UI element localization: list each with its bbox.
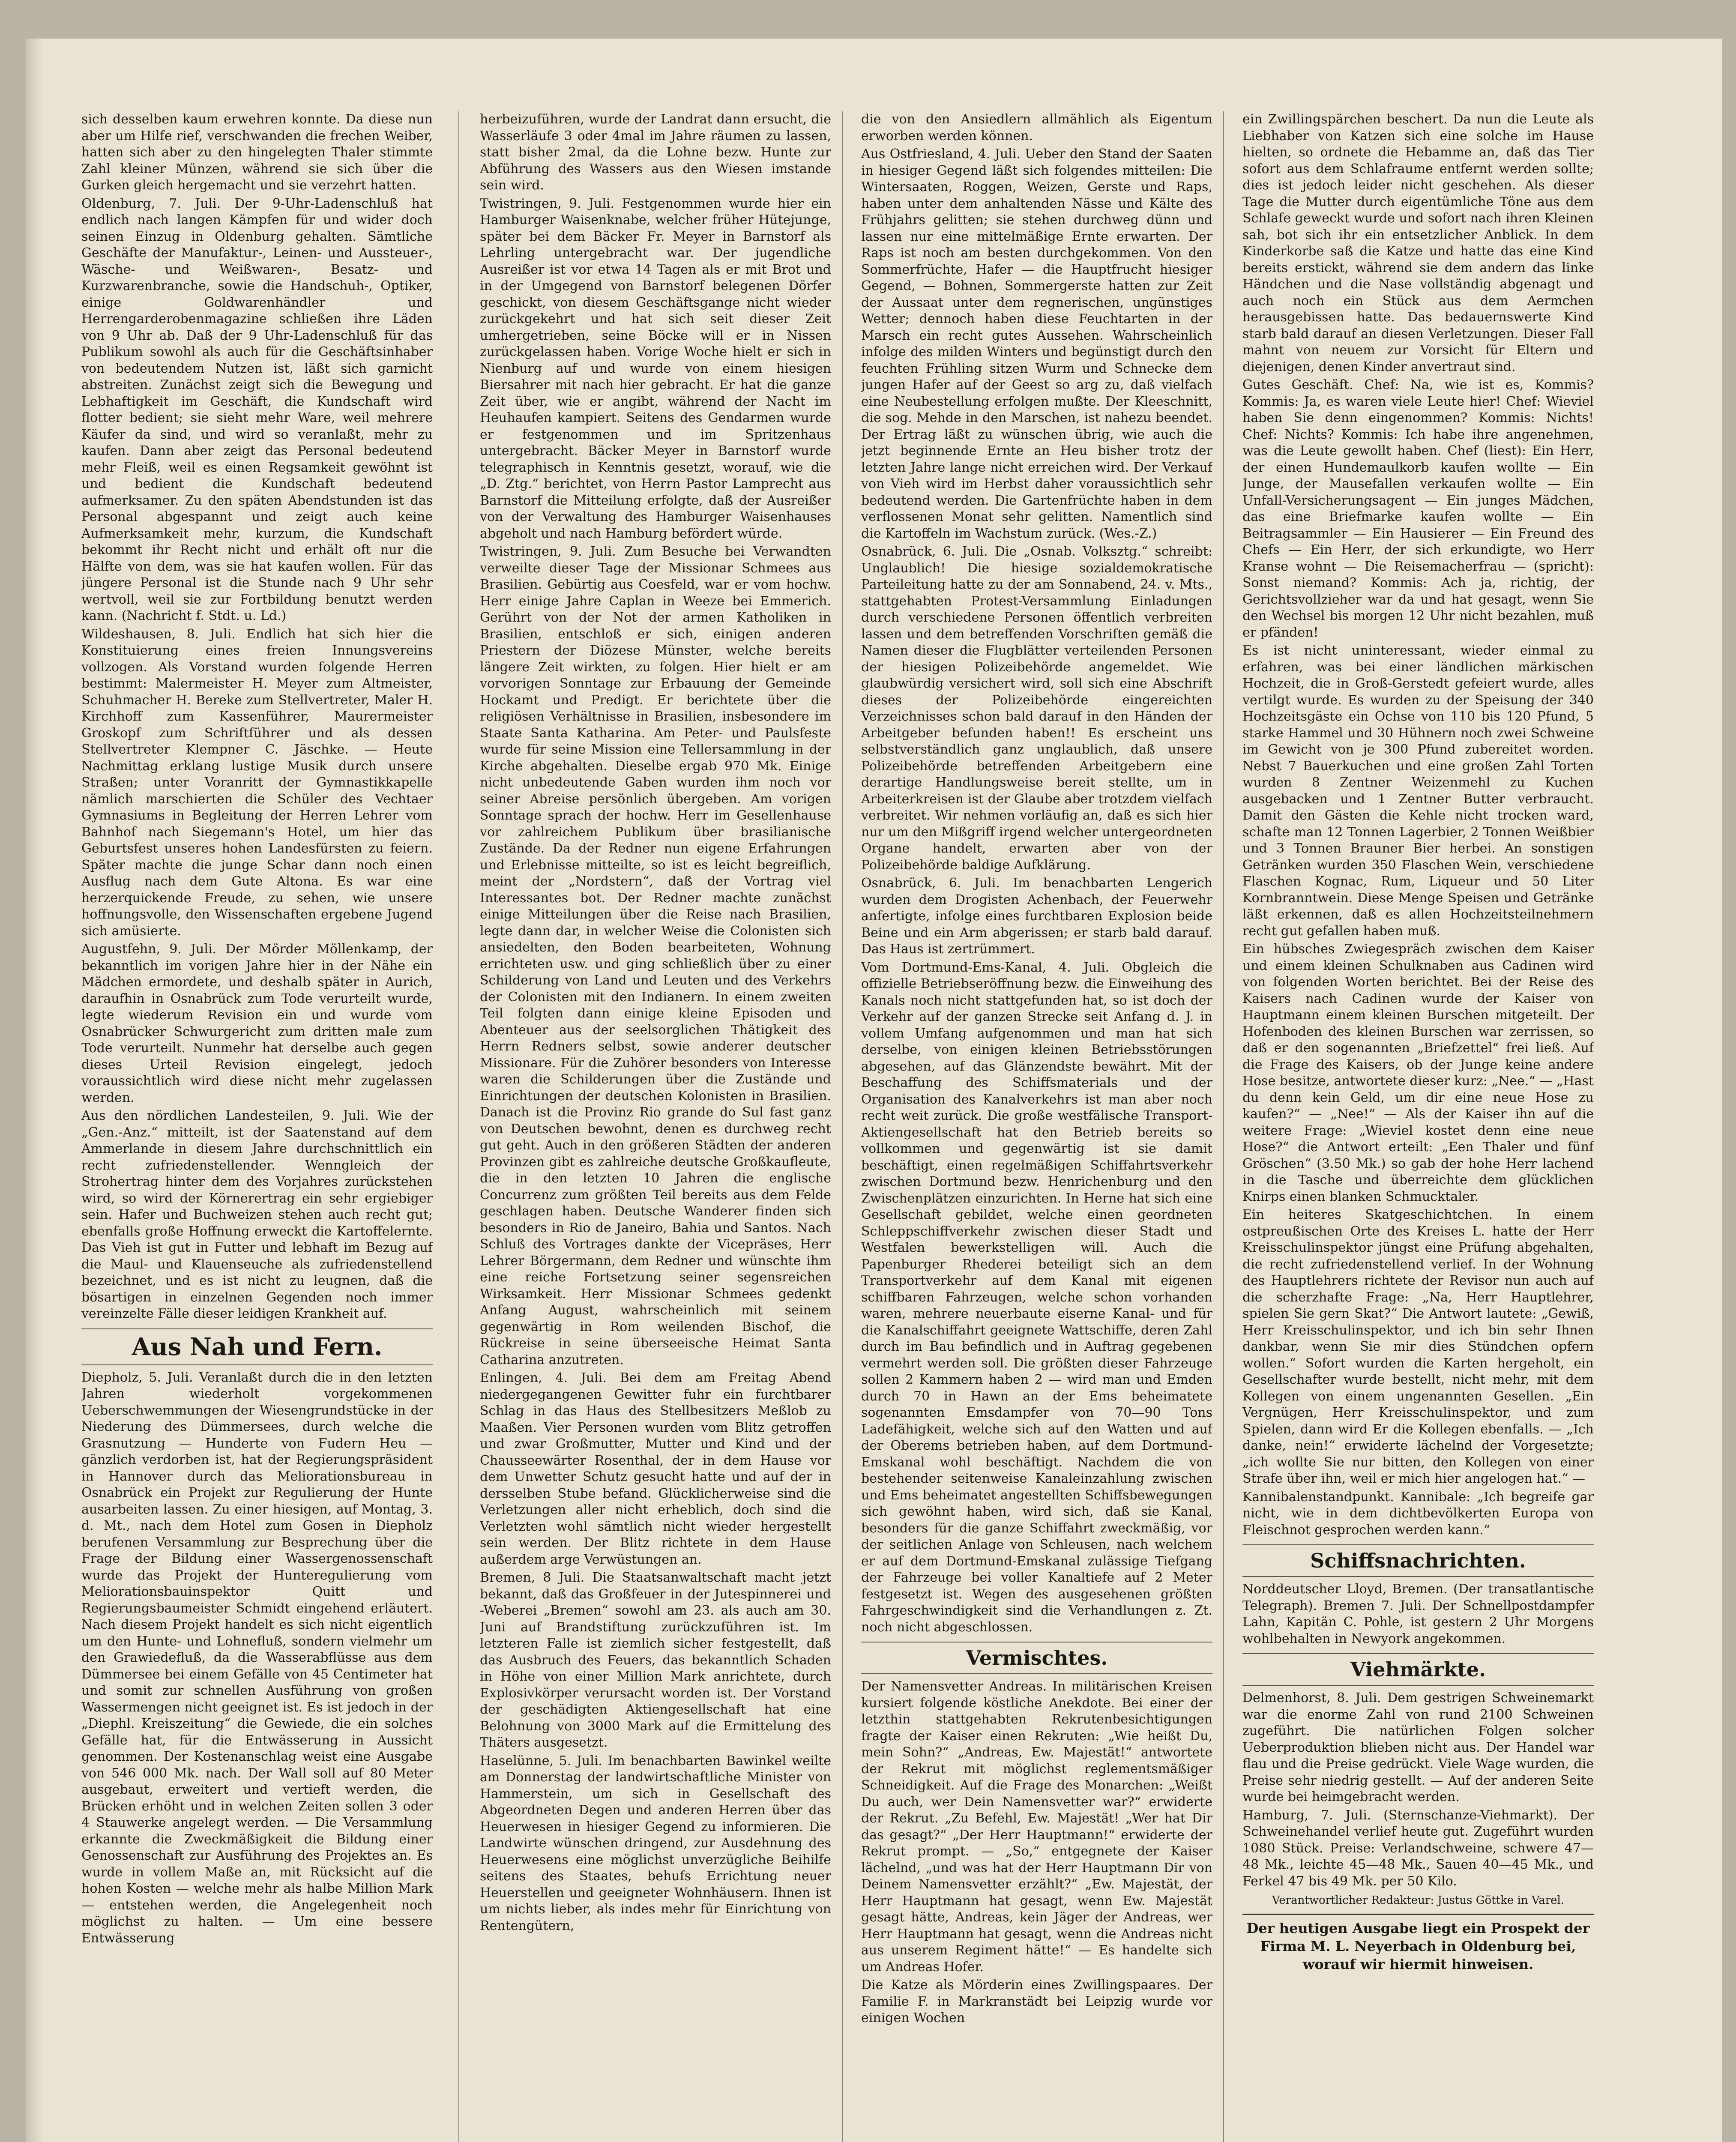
- article-katze: Die Katze als Mörderin eines Zwillingspaares. Der Familie F. in Markranstädt bei Leipzig wurde vor einigen Wochen: [861, 1977, 1212, 2025]
- article-oldenburg: Oldenburg, 7. Juli. Der 9-Uhr-Ladenschluß hat endlich nach langen Kämpfen für und wider doch seinen Einzug in Oldenburg gehalten. Sämtliche Geschäfte der Manufaktur-, Leinen- und Aussteuer-, Wäsche- und Weißwaren-, Besatz- und Kurzwarenbranche, sowie die Handschuh-, Optiker, einige Goldwarenhändler und Herrengarderobenmagazine schließen ihre Läden von 9 Uhr ab. Daß der 9 Uhr-Ladenschluß für das Publikum sowohl als auch für die Geschäftsinhaber von bedeutendem Nutzen ist, läßt sich garnicht abstreiten. Zunächst zeigt sich die Bewegung und Lebhaftigkeit im Geschäft, die Kundschaft wird flotter bedient; sie sieht mehr Ware, weil mehrere Käufer da sind, und wird so veranlaßt, mehr zu kaufen. Dann aber zeigt das Personal bedeutend mehr Fleiß, weil es einen Regsamkeit gewöhnt ist und bedient die Kundschaft bedeutend aufmerksamer. Zu den späten Abendstunden ist das Personal abgespannt und zeigt auch keine Aufmerksamkeit mehr, kurzum, die Kundschaft bekommt ihr Recht nicht und erhält oft nur die Hälfte von dem, was sie hat kaufen wollen. Für das jüngere Personal ist die Stunde nach 9 Uhr sehr wertvoll, weil sie zur Fortbildung benutzt werden kann. (Nachricht f. Stdt. u. Ld.): [81, 196, 433, 623]
- section-heading-vermischtes: Vermischtes.: [861, 1642, 1212, 1674]
- section-heading-schiffsnachrichten: Schiffsnachrichten.: [1242, 1544, 1594, 1577]
- column-4: [1242, 111, 1594, 2142]
- article-hochzeit: Es ist nicht uninteressant, wieder einmal zu erfahren, was bei einer ländlichen märkischen Hochzeit, die in Groß-Gerstedt gefeiert wurde, alles vertilgt wurde. Es wurden zu der Speisung der 340 Hochzeitsgäste ein Ochse von 110 bis 120 Pfund, 5 starke Hammel und 30 Hühnern noch zwei Schweine im Gewicht von je 300 Pfund zubereitet worden. Nebst 7 Bauerkuchen und eine großen Zahl Torten wurden 8 Zentner Weizenmehl zu Kuchen ausgebacken und 1 Zentner Butter verbraucht. Damit den Gästen die Kehle nicht trocken ward, schafte man 12 Tonnen Lagerbier, 2 Tonnen Weißbier und 3 Tonnen Brauner Bier herbei. An sonstigen Getränken wurden 350 Flaschen Wein, verschiedene Flaschen Kognac, Rum, Liqueur und 50 Liter Kornbranntwein. Diese Menge Speisen und Getränke läßt erkennen, daß es allen Hochzeitsteilnehmern recht gut gefallen haben muß.: [1242, 643, 1594, 939]
- article-paragraph: sich desselben kaum erwehren konnte. Da diese nun aber um Hilfe rief, verschwanden die frechen Weiber, hatten sich aber zu den hingelegten Thaler stimmte Zahl kleiner Münzen, während sie sich über die Gurken gleich hergemacht und sie verzehrt hatten.: [81, 112, 433, 193]
- article-twistringen-2: Twistringen, 9. Juli. Zum Besuche bei Verwandten verweilte dieser Tage der Missionar Schmees aus Brasilien. Gebürtig aus Coesfeld, war er vom hochw. Herr einige Jahre Caplan in Weeze bei Emmerich. Gerührt von der Not der armen Katholiken in Brasilien, entschloß er sich, einigen anderen Priestern der Diözese Münster, welche bereits längere Zeit wirkten, zu folgen. Hier hielt er am vorvorigen Sonntage zur Erbauung der Gemeinde Hockamt und Predigt. Er berichtete über die religiösen Verhältnisse in Brasilien, insbesondere im Staate Santa Katharina. Am Peter- und Paulsfeste wurde für seine Mission eine Tellersammlung in der Kirche abgehalten. Dieselbe ergab 970 Mk. Einige nicht unbedeutende Gaben wurden ihm noch vor seiner Abreise persönlich übergeben. Am vorigen Sonntage sprach der hochw. Herr im Gesellenhause vor zahlreichem Publikum über brasilianische Zustände. Da der Redner nun eigene Erfahrungen und Erlebnisse mitteilte, so ist es leicht begreiflich, meint der „Nordstern“, daß der Vortrag viel Interessantes bot. Der Redner machte zunächst einige Mitteilungen über die Reise nach Brasilien, legte dann dar, in welcher Weise die Colonisten sich ansiedelten, den Boden bearbeiteten, Wohnung errichteten usw. und ging schließlich über zu einer Schilderung von Land und Leuten und des Verkehrs der Colonisten mit den Indianern. In einem zweiten Teil folgten dann einige kleine Episoden und Abenteuer aus der seelsorglichen Thätigkeit des Herrn Redners selbst, sowie anderer deutscher Missionare. Für die Zuhörer besonders von Interesse waren die Schilderungen über die Zustände und Einrichtungen der deutschen Kolonisten in Brasilien. Danach ist die Provinz Rio grande do Sul fast ganz von Deutschen bewohnt, denen es durchweg recht gut geht. Auch in den größeren Städten der anderen Provinzen gibt es zahlreiche deutsche Großkaufleute, die in den letzten 10 Jahren die englische Concurrenz zum größten Teil bereits aus dem Felde geschlagen haben. Deutsche Wanderer finden sich besonders in Rio de Janeiro, Bahia und Santos. Nach Schluß des Vortrages dankte der Vicepräses, Herr Lehrer Börgermann, dem Redner und wünschte ihm eine reiche Fortsetzung seiner segensreichen Wirksamkeit. Herr Missionar Schmees gedenkt Anfang August, wahrscheinlich mit seinem gegenwärtig in Rom weilenden Bischof, die Rückreise in seine überseeische Heimat Santa Catharina anzutreten.: [480, 544, 831, 1367]
- article-dortmund-ems-kanal: Vom Dortmund-Ems-Kanal, 4. Juli. Obgleich die offizielle Betriebseröffnung bezw. die Einweihung des Kanals noch nicht stattgefunden hat, so ist doch der Verkehr auf der ganzen Strecke seit Anfang d. J. in vollem Umfang aufgenommen und man hat sich derselbe, von einigen kleinen Betriebsstörungen abgesehen, auf das Glänzendste bewährt. Mit der Beschaffung des Schiffsmaterials und der Organisation des Kanalverkehrs ist man aber noch recht weit zurück. Die große westfälische Transport-Aktiengesellschaft hat den Betrieb bereits so vollkommen und gegenwärtig ist sie damit beschäftigt, einen regelmäßigen Schiffahrtsverkehr zwischen Dortmund bezw. Henrichenburg und den Zwischenplätzen einzurichten. In Herne hat sich eine Gesellschaft gebildet, welche einen geordneten Schleppschiffverkehr zwischen dieser Stadt und Westfalen bewerkstelligen will. Auch die Papenburger Rhederei beteiligt sich an dem Transportverkehr auf dem Kanal mit eigenen schiffbaren Fahrzeugen, welche schon vorhanden waren, mehrere neuerbaute eiserne Kanal- und für die Kanalschiffahrt geeignete Wattschiffe, deren Zahl durch im Bau befindlich und in Auftrag gegebenen vermehrt werden soll. Die größten dieser Fahrzeuge sollen 2 Kammern haben 2 — wird man und Emden durch 70 in Hawn an der Ems beheimatete sogenannten Emsdampfer von 70—90 Tons Ladefähigkeit, welche sich auf den Watten und auf der Oberems betrieben haben, auf dem Dortmund-Emskanal wohl beschäftigt. Nachdem die von bestehender seitenweise Kanaleinzahlung zwischen und Ems beheimatet angestellten Schiffsbewegungen sich gewöhnt haben, wird sich, daß sie Kanal, besonders für die ganze Schiffahrt zweckmäßig, vor der seitlichen Anlage von Schleusen, nach welchem er auf dem Dortmund-Emskanal zulässige Tiefgang der Fahrzeuge bei voller Kanaltiefe auf 2 Meter festgesetzt ist. Wegen des ausgesehenen größten Fahrgeschwindigkeit sind die Verhandlungen z. Zt. noch nicht abgeschlossen.: [861, 960, 1212, 1635]
- article-haseluenne: Haselünne, 5. Juli. Im benachbarten Bawinkel weilte am Donnerstag der landwirtschaftliche Minister von Hammerstein, um sich in Gesellschaft des Abgeordneten Degen und anderen Herren über das Heuerwesen in hiesiger Gegend zu informieren. Die Landwirte wünschen dringend, zur Ausdehnung des Heuerwesens eine möglichst unverzügliche Beihilfe seitens des Staates, behufs Errichtung neuer Heuerstellen und geeigneter Wohnhäusern. Ihnen ist um nichts lieber, als indes mehr für Einrichtung von Rentengütern,: [480, 1753, 831, 1933]
- article-lloyd: Norddeutscher Lloyd, Bremen. (Der transatlantische Telegraph). Bremen 7. Juli. Der Schnellpostdampfer Lahn, Kapitän C. Pohle, ist gestern 2 Uhr Morgens wohlbehalten in Newyork angekommen.: [1242, 1582, 1594, 1646]
- article-hamburg: Hamburg, 7. Juli. (Sternschanze-Viehmarkt). Der Schweinehandel verlief heute gut. Zugeführt wurden 1080 Stück. Preise: Verlandschweine, schwere 47—48 Mk., leichte 45—48 Mk., Sauen 40—45 Mk., und Ferkel 47 bis 49 Mk. per 50 Kilo.: [1242, 1807, 1594, 1889]
- column-divider: [1223, 111, 1224, 2142]
- article-paragraph: ein Zwillingspärchen beschert. Da nun die Leute als Liebhaber von Katzen sich eine solche im Hause hielten, so ordnete die Hebamme an, daß das Tier sofort aus dem Schlafraume entfernt werden sollte; dies ist jedoch leider nicht geschehen. Als dieser Tage die Mutter durch eigentümliche Töne aus dem Schlafe geweckt wurde und sofort nach ihren Kleinen sah, bot sich ihr ein entsetzlicher Anblick. In dem Kinderkorbe saß die Katze und hatte das eine Kind bereits erstickt, während sie dem andern das linke Händchen und die Nase vollständig abgenagt und auch noch ein Stück aus dem Aermchen herausgebissen hatte. Das bedauernswerte Kind starb bald darauf an diesen Verletzungen. Dieser Fall mahnt von neuem zur Vorsicht für Eltern und diejenigen, denen Kinder anvertraut sind.: [1242, 112, 1594, 374]
- editor-credit: Verantwortlicher Redakteur: Justus Göttke in Varel.: [1272, 1894, 1565, 1907]
- article-augustfehn: Augustfehn, 9. Juli. Der Mörder Möllenkamp, der bekanntlich im vorigen Jahre hier in der Nähe ein Mädchen ermordete, und deshalb später in Aurich, daraufhin in Osnabrück zum Tode verurteilt wurde, legte wiederum Revision ein und wurde vom Osnabrücker Schwurgericht zum dritten male zum Tode verurteilt. Nunmehr hat derselbe auch gegen dieses Urteil Revision eingelegt, jedoch voraussichtlich wird diese nicht mehr zugelassen werden.: [81, 942, 433, 1105]
- article-paragraph: die von den Ansiedlern allmählich als Eigentum erworben werden können.: [861, 112, 1212, 144]
- article-ostfriesland: Aus Ostfriesland, 4. Juli. Ueber den Stand der Saaten in hiesiger Gegend läßt sich folgendes mitteilen: Die Wintersaaten, Roggen, Weizen, Gerste und Raps, haben unter dem anhaltenden Nässe und Kälte des Frühjahrs gelitten; sie stehen durchweg dünn und lassen nur eine mittelmäßige Ernte erwarten. Der Raps ist noch am besten durchgekommen. Von den Sommerfrüchte, Hafer — die Hauptfrucht hiesiger Gegend, — Bohnen, Sommergerste hatten zur Zeit der Aussaat unter dem regnerischen, ungünstiges Wetter; dennoch haben diese Feuchtarten in der Marsch ein recht gutes Aussehen. Wahrscheinlich infolge des milden Winters und begünstigt durch den feuchten Frühling sitzen Wurm und Schnecke dem jungen Hafer auf der Geest so arg zu, daß vielfach eine Neubestellung erfolgen mußte. Der Kleeschnitt, die sog. Mehde in den Marschen, ist nahezu beendet. Der Ertrag läßt zu wünschen übrig, wie auch die jetzt beginnende Ernte an Heu bisher trotz der letzten Jahre lange nicht erreichen wird. Der Verkauf von Vieh wird im Herbst daher voraussichtlich sehr bedeutend werden. Die Gartenfrüchte haben in dem verflossenen Monat sehr gelitten. Namentlich sind die Kartoffeln im Wachstum zurück. (Wes.-Z.): [861, 147, 1212, 541]
- article-delmenhorst: Delmenhorst, 8. Juli. Dem gestrigen Schweinemarkt war die enorme Zahl von rund 2100 Schweinen zugeführt. Die natürlichen Folgen solcher Ueberproduktion blieben nicht aus. Der Handel war flau und die Preise gedrückt. Viele Wage wurden, die Preise sehr niedrig gestellt. — Auf der anderen Seite wurde bei heimgebracht werden.: [1242, 1690, 1594, 1804]
- article-noerdliche-landesteile: Aus den nördlichen Landesteilen, 9. Juli. Wie der „Gen.-Anz.“ mitteilt, ist der Saatenstand auf dem Ammerlande in diesem Jahre durchschnittlich ein recht zufriedenstellender. Wenngleich der Strohertrag hinter dem des Vorjahres zurückstehen wird, so wird der Körnerertrag ein sehr ergiebiger sein. Hafer und Buchweizen stehen auch recht gut; ebenfalls große Hoffnung erweckt die Kartoffelernte. Das Vieh ist gut in Futter und lebhaft im Bezug auf die Maul- und Klauenseuche als zufriedenstellend bezeichnet, und es ist nicht zu leugnen, daß die bösartigen in einzelnen Gegenden noch immer vereinzelte Fälle dieser leidigen Krankheit auf.: [81, 1108, 433, 1321]
- article-zwiegespraech: Ein hübsches Zwiegespräch zwischen dem Kaiser und einem kleinen Schulknaben aus Cadinen wird von folgenden Worten berichtet. Bei der Reise des Kaisers nach Cadinen wurde der Kaiser von Hauptmann einem kleinen Burschen mitgeteilt. Der Hofenboden des kleinen Burschen war zerrissen, so daß er den sogenannten „Briefzettel“ frei ließ. Auf die Frage des Kaisers, ob der Junge keine andere Hose besitze, antwortete dieser kurz: „Nee.“ — „Hast du denn kein Geld, um dir eine neue Hose zu kaufen?“ — „Nee!“ — Als der Kaiser ihn auf die weitere Frage: „Wieviel kostet denn eine neue Hose?“ die Antwort erteilt: „Een Thaler und fünf Gröschen“ (3.50 Mk.) so gab der hohe Herr lachend in die Tasche und überreichte dem glücklichen Knirps einen blanken Schmucktaler.: [1242, 942, 1594, 1204]
- section-heading-viehmaerkte: Viehmärkte.: [1242, 1653, 1594, 1686]
- newspaper-page: [26, 39, 1722, 2142]
- article-osnabrueck-1: Osnabrück, 6. Juli. Die „Osnab. Volksztg.“ schreibt: Unglaublich! Die hiesige sozialdemokratische Parteileitung hatte zu der am Sonnabend, 24. v. Mts., stattgehabten Protest-Versammlung Einladungen durch verschiedene Personen öffentlich verbreiten lassen und dem betreffenden Vorschriften gemäß die Namen dieser die Flugblätter verteilenden Personen der hiesigen Polizeibehörde angemeldet. Wie glaubwürdig versichert wird, soll sich eine Abschrift dieses der Polizeibehörde eingereichten Verzeichnisses schon bald darauf in den Händen der Arbeitgeber befunden haben!! Es erscheint uns selbstverständlich ganz unglaublich, daß unsere Polizeibehörde betreffenden Arbeitgebern eine derartige Handlungsweise bereit stellte, um in Arbeiterkreisen ist der Glaube aber trotzdem vielfach verbreitet. Wir nehmen vorläufig an, daß es sich hier nur um den Mißgriff irgend welcher untergeordneten Organe handelt, erwarten aber von der Polizeibehörde baldige Aufklärung.: [861, 544, 1212, 873]
- column-divider: [458, 111, 459, 2142]
- article-diepholz: Diepholz, 5. Juli. Veranlaßt durch die in den letzten Jahren wiederholt vorgekommenen Ueberschwemmungen der Wiesengrundstücke in der Niederung des Dümmersees, durch welche die Grasnutzung — Hunderte von Fudern Heu — gänzlich verdorben ist, hat der Regierungspräsident in Hannover durch das Meliorationsbureau in Osnabrück ein Projekt zur Regulierung der Hunte ausarbeiten lassen. Zu einer hiesigen, auf Montag, 3. d. Mt., nach dem Hotel zum Gosen in Diepholz berufenen Versammlung zur Besprechung über die Frage der Bildung einer Wassergenossenschaft wurde das Projekt der Hunteregulierung vom Meliorationsbauinspektor Quitt und Regierungsbaumeister Schmidt eingehend erläutert. Nach diesem Projekt handelt es sich nicht eigentlich um den Hunte- und Lohnefluß, sondern vielmehr um den Grawiedefluß, da die Wasserabflüsse aus dem Dümmersee bei einem Gefälle von 45 Centimeter hat und somit zur schnellen Ausführung von großen Wassermengen nicht geeignet ist. Es ist jedoch in der „Diephl. Kreiszeitung“ die Gewiede, die ein solches Gefälle hat, für die Entwässerung in Aussicht genommen. Der Kostenanschlag weist eine Ausgabe von 546 000 Mk. nach. Der Wall soll auf 80 Meter ausgebaut, erweitert und vertieft werden, die Brücken erhöht und in welchen Zeiten sollen 3 oder 4 Stauwerke angelegt werden. — Die Versammlung erkannte die Zweckmäßigkeit die Bildung einer Genossenschaft zur Ausführung des Projektes an. Es wurde in vollem Maße an, mit Rücksicht auf die hohen Kosten — welche mehr als halbe Million Mark — entstehen werden, die Angelegenheit noch möglichst zu halten. — Um eine bessere Entwässerung: [81, 1370, 433, 1946]
- article-gutes-geschaeft: Gutes Geschäft. Chef: Na, wie ist es, Kommis? Kommis: Ja, es waren viele Leute hier! Chef: Wieviel haben Sie denn eingenommen? Kommis: Nichts! Chef: Nichts? Kommis: Ich habe ihre angenehmen, was die Leute gewollt haben. Chef (liest): Ein Herr, der einen Hundemaulkorb kaufen wollte — Ein Junge, der Mausefallen verkaufen wollte — Ein Unfall-Versicherungsagent — Ein junges Mädchen, das eine Briefmarke kaufen wollte — Ein Beitragsammler — Ein Hausierer — Ein Freund des Chefs — Ein Herr, der sich erkundigte, wo Herr Kranse wohnt — Die Reisemacherfrau — (spricht): Sonst niemand? Kommis: Ach ja, richtig, der Gerichtsvollzieher war da und hat gesagt, wenn Sie den Wechsel bis morgen 12 Uhr nicht bezahlen, muß er pfänden!: [1242, 377, 1594, 640]
- article-skatgeschichte: Ein heiteres Skatgeschichtchen. In einem ostpreußischen Orte des Kreises L. hatte der Herr Kreisschulinspektor jüngst eine Prüfung abgehalten, die recht zufriedenstellend verlief. In der Wohnung des Hauptlehrers richtete der Revisor nun auch auf die scherzhafte Frage: „Na, Herr Hauptlehrer, spielen Sie gern Skat?“ Die Antwort lautete: „Gewiß, Herr Kreisschulinspektor, und ich bin sehr Ihnen dankbar, wenn Sie mir dies Stündchen opfern wollen.“ Sofort wurden die Karten hergeholt, ein Gesellschafter wurde bestellt, nicht mehr, mit dem Kollegen von einem ungenannten Gesellen. „Ein Vergnügen, Herr Kreisschulinspektor, und zum Spielen, dann wird Er die Kollegen ebenfalls. — „Ich danke, nein!“ erwiderte lächelnd der Vorgesetzte; „ich wollte Sie nur bitten, den Kollegen von einer Strafe über ihn, weil er mich hier angelogen hat.“ —: [1242, 1207, 1594, 1486]
- column-1: [81, 111, 433, 2142]
- article-bremen: Bremen, 8 Juli. Die Staatsanwaltschaft macht jetzt bekannt, daß das Großfeuer in der Jutespinnerei und -Weberei „Bremen“ sowohl am 23. als auch am 30. Juni auf Brandstiftung zurückzuführen ist. Im letzteren Falle ist ziemlich sicher festgestellt, daß das Ausbruch des Feuers, das bekanntlich Schaden in Höhe von einer Million Mark anrichtete, durch Explosivkörper verursacht worden ist. Der Vorstand der geschädigten Aktiengesellschaft hat eine Belohnung von 3000 Mark auf die Ermittelung des Thäters ausgesetzt.: [480, 1570, 831, 1750]
- article-osnabrueck-2: Osnabrück, 6. Juli. Im benachbarten Lengerich wurden dem Drogisten Achenbach, der Feuerwehr anfertigte, infolge eines furchtbaren Explosion beide Beine und ein Arm abgerissen; er starb bald darauf. Das Haus ist zertrümmert.: [861, 876, 1212, 957]
- section-heading-aus-nah-und-fern: Aus Nah und Fern.: [81, 1328, 433, 1365]
- article-kannibalen: Kannibalenstandpunkt. Kannibale: „Ich begreife gar nicht, wie in dem dichtbevölkerten Europa von Fleischnot gesprochen werden kann.“: [1242, 1489, 1594, 1538]
- column-divider: [842, 111, 843, 2142]
- article-wildeshausen: Wildeshausen, 8. Juli. Endlich hat sich hier die Konstituierung eines freien Innungsvereins vollzogen. Als Vorstand wurden folgende Herren bestimmt: Malermeister H. Meyer zum Altmeister, Schuhmacher H. Bereke zum Stellvertreter, Maler H. Kirchhoff zum Kassenführer, Maurermeister Groskopf zum Schriftführer und als dessen Stellvertreter Klempner C. Jäschke. — Heute Nachmittag erklang lustige Musik durch unsere Straßen; unter Voranritt der Gymnastikkapelle nämlich marschierten die Schüler des Vechtaer Gymnasiums in Begleitung der Herren Lehrer vom Bahnhof nach Siegemann's Hotel, um hier das Geburtsfest unseres hohen Landesfürsten zu feiern. Später machte die junge Schar dann noch einen Ausflug nach dem Gute Altona. Es war eine herzerquickende Freude, zu sehen, wie unsere hoffnungsvolle, den Wissenschaften ergebene Jugend sich amüsierte.: [81, 626, 433, 939]
- article-enlingen: Enlingen, 4. Juli. Bei dem am Freitag Abend niedergegangenen Gewitter fuhr ein furchtbarer Schlag in das Haus des Stellbesitzers Meßlob zu Maaßen. Vier Personen wurden vom Blitz getroffen und zwar Großmutter, Mutter und Kind und der Chausseewärter Rosenthal, der in dem Hause vor dem Unwetter Schutz gesucht hatte und auf der in dersselben Stube befand. Glücklicherweise sind die Verletzungen aller nicht erheblich, doch sind die Verletzten wohl sämtlich nicht wieder hergestellt sein werden. Der Blitz richtete in dem Hause außerdem arge Verwüstungen an.: [480, 1370, 831, 1567]
- article-paragraph: herbeizuführen, wurde der Landrat dann ersucht, die Wasserläufe 3 oder 4mal im Jahre räumen zu lassen, statt bisher 2mal, da die Lohne bezw. Hunte zur Abführung des Wassers aus den Wiesen imstande sein wird.: [480, 112, 831, 193]
- page-spine-shadow: [26, 39, 43, 2142]
- article-twistringen-1: Twistringen, 9. Juli. Festgenommen wurde hier ein Hamburger Waisenknabe, welcher früher Hütejunge, später bei dem Bäcker Fr. Meyer in Barnstorf als Lehrling untergebracht war. Der jugendliche Ausreißer ist vor etwa 14 Tagen als er mit Brot und in der Umgegend von Barnstorf belegenen Dörfer geschickt, von diesem Geschäftsgange nicht wieder zurückgekehrt und hat sich seit dieser Zeit umhergetrieben, seine Böcke will er in Nissen zurückgelassen haben. Vorige Woche hielt er sich in Nienburg auf und wurde von einem hiesigen Biersahrer mit nach hier gebracht. Er hat die ganze Zeit über, wie er angibt, während der Nacht im Heuhaufen kampiert. Seitens des Gendarmen wurde er festgenommen und im Spritzenhaus untergebracht. Bäcker Meyer in Barnstorf wurde telegraphisch in Kenntnis gesetzt, worauf, wie die „D. Ztg.“ berichtet, von Herrn Pastor Lamprecht aus Barnstorf die Mitteilung erfolgte, daß der Ausreißer von der Verwaltung des Hamburger Waisenhauses abgeholt und nach Hamburg befördert würde.: [480, 196, 831, 541]
- column-3: [861, 111, 1212, 2142]
- article-namensvetter: Der Namensvetter Andreas. In militärischen Kreisen kursiert folgende köstliche Anekdote. Bei einer der letzthin stattgehabten Rekrutenbesichtigungen fragte der Kaiser einen Rekruten: „Wie heißt Du, mein Sohn?“ „Andreas, Ew. Majestät!“ antwortete der Rekrut mit möglichst reglementsmäßiger Schneidigkeit. Auf die Frage des Monarchen: „Weißt Du auch, wer Dein Namensvetter war?“ erwiderte der Rekrut. „Zu Befehl, Ew. Majestät! „Wer hat Dir das gesagt?“ „Der Herr Hauptmann!“ erwiderte der Rekrut prompt. — „So,“ entgegnete der Kaiser lächelnd, „und was hat der Herr Hauptmann Dir von Deinem Namensvetter erzählt?“ „Ew. Majestät, der Herr Hauptmann hat gesagt, wenn Ew. Majestät gesagt hätte, Andreas, kein Jäger der Andreas, wer Herr Hauptmann hat gesagt, wenn die Andreas nicht aus unserem Regiment hätte!“ — Es handelte sich um Andreas Hofer.: [861, 1679, 1212, 1974]
- column-2: [480, 111, 831, 2142]
- supplement-notice: Der heutigen Ausgabe liegt ein Prospekt der Firma M. L. Neyerbach in Oldenburg bei, worauf wir hiermit hinweisen.: [1242, 1914, 1594, 1973]
